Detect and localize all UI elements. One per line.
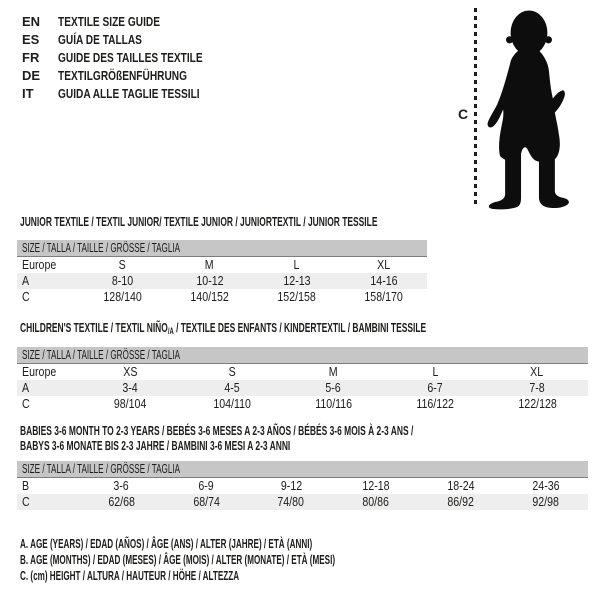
- table-row-age: [17, 380, 588, 396]
- table-row-height: [17, 396, 588, 412]
- size-cell: 12-13: [282, 274, 311, 288]
- footnotes: [20, 536, 505, 584]
- title-prefix: CHILDREN'S TEXTILE / TEXTIL NIÑO: [20, 320, 168, 335]
- size-cell: 62/68: [108, 495, 135, 509]
- size-cell: 104/110: [212, 397, 251, 411]
- table-row-europe: [17, 257, 427, 274]
- size-cell: 14-16: [369, 274, 398, 288]
- row-label: C: [22, 495, 30, 509]
- size-cell: 158/170: [364, 290, 403, 304]
- row-label: C: [22, 290, 30, 304]
- size-cell: 74/80: [277, 495, 305, 509]
- size-header-row: [17, 461, 588, 478]
- language-guide-list: [22, 13, 243, 103]
- size-cell: 18-24: [447, 479, 475, 493]
- language-code: FR: [22, 50, 40, 65]
- size-cell: 122/128: [517, 397, 557, 411]
- language-row-en: [22, 13, 243, 31]
- language-code: ES: [22, 32, 40, 47]
- language-row-it: [22, 85, 243, 103]
- footnote-c-text: C. (cm) HEIGHT / ALTURA / HAUTEUR / HÖHE / ALTEZZA: [20, 569, 240, 583]
- size-header-row: [17, 347, 588, 364]
- footnote-a-text: A. AGE (YEARS) / EDAD (AÑOS) / ÂGE (ANS) / ALTER (JAHRE) / ETÀ (ANNI): [20, 537, 313, 551]
- language-label: GUÍA DE TALLAS: [58, 32, 142, 47]
- babies-table-title-line1: BABIES 3-6 MONTH TO 2-3 YEARS / BEBÉS 3-6 MESES A 2-3 AÑOS / BÉBÉS 3-6 MOIS À 2-3 ANS /: [20, 423, 414, 438]
- size-cell: 4-5: [224, 381, 240, 395]
- babies-size-table: [17, 461, 588, 510]
- language-code: DE: [22, 68, 41, 83]
- language-row-fr: [22, 49, 243, 67]
- language-label: TEXTILE SIZE GUIDE: [58, 14, 160, 29]
- children-table-title-text: [20, 320, 426, 339]
- row-label: Europe: [22, 258, 57, 272]
- language-label: TEXTILGRÖßENFÜHRUNG: [58, 68, 188, 83]
- row-label: A: [22, 274, 30, 288]
- language-row-es: [22, 31, 243, 49]
- height-dashed-line: [474, 8, 477, 205]
- size-header-label: SIZE / TALLA / TAILLE / GRÖSSE / TAGLIA: [22, 462, 181, 476]
- size-cell: 24-36: [531, 479, 560, 493]
- junior-table-title-text: JUNIOR TEXTILE / TEXTIL JUNIOR/ TEXTILE JUNIOR / JUNIORTEXTIL / JUNIOR TESSILE: [20, 214, 378, 229]
- size-header-label: SIZE / TALLA / TAILLE / GRÖSSE / TAGLIA: [22, 348, 181, 362]
- size-header-row: [17, 240, 427, 257]
- footnote-c: [20, 568, 505, 584]
- size-cell: 140/152: [190, 290, 229, 304]
- language-code: EN: [22, 14, 41, 29]
- size-cell: XL: [376, 258, 390, 272]
- footnote-a: [20, 536, 505, 552]
- row-label: A: [22, 381, 30, 395]
- size-cell: 98/104: [113, 397, 147, 411]
- size-cell: 5-6: [325, 381, 342, 395]
- footnote-b-text: B. AGE (MONTHS) / EDAD (MESES) / ÂGE (MOIS) / ALTER (MONATE) / ETÀ (MESI): [20, 553, 336, 567]
- size-cell: 116/122: [416, 397, 455, 411]
- table-row-europe: [17, 364, 588, 381]
- children-table-title: [20, 320, 600, 339]
- table-row-age: [17, 273, 427, 289]
- size-cell: 9-12: [280, 479, 302, 493]
- size-cell: 152/158: [277, 290, 316, 304]
- size-cell: S: [228, 365, 236, 379]
- junior-table-title: [20, 214, 570, 229]
- size-cell: 86/92: [447, 495, 475, 509]
- children-size-table: [17, 347, 588, 412]
- size-cell: S: [118, 258, 127, 272]
- language-label: GUIDA ALLE TAGLIE TESSILI: [58, 86, 200, 101]
- row-label: C: [22, 397, 30, 411]
- size-cell: M: [205, 258, 214, 272]
- height-measure-label: C: [458, 106, 469, 122]
- language-code: IT: [22, 86, 34, 101]
- size-header-label: SIZE / TALLA / TAILLE / GRÖSSE / TAGLIA: [22, 241, 181, 255]
- size-cell: 8-10: [111, 274, 134, 288]
- size-cell: 3-4: [122, 381, 138, 395]
- table-row-age-months: [17, 478, 588, 495]
- babies-table-title-line2: BABYS 3-6 MONATE BIS 2-3 JAHRE / BAMBINI 3-6 MESI A 2-3 ANNI: [20, 438, 291, 453]
- footnote-b: [20, 552, 505, 568]
- size-cell: 6-7: [427, 381, 443, 395]
- size-cell: 7-8: [529, 381, 545, 395]
- size-cell: 68/74: [192, 495, 220, 509]
- size-cell: XS: [122, 365, 137, 379]
- babies-table-title: [20, 423, 600, 453]
- row-label: Europe: [22, 365, 57, 379]
- size-cell: 3-6: [113, 479, 130, 493]
- size-cell: XL: [530, 365, 544, 379]
- size-cell: 80/86: [362, 495, 390, 509]
- title-subscript: /A: [167, 326, 174, 336]
- table-row-height: [17, 494, 588, 510]
- size-cell: L: [432, 365, 439, 379]
- size-cell: M: [329, 365, 338, 379]
- size-cell: 110/116: [315, 397, 352, 411]
- language-row-de: [22, 67, 243, 85]
- size-cell: 10-12: [195, 274, 224, 288]
- size-cell: 92/98: [532, 495, 559, 509]
- size-cell: 128/140: [103, 290, 142, 304]
- title-suffix: / TEXTILE DES ENFANTS / KINDERTEXTIL / BAMBINI TESSILE: [173, 320, 427, 335]
- size-cell: 6-9: [198, 479, 214, 493]
- size-cell: 12-18: [362, 479, 390, 493]
- language-label: GUIDE DES TAILLES TEXTILE: [58, 50, 203, 65]
- size-cell: L: [293, 258, 300, 272]
- junior-size-table: [17, 240, 427, 305]
- table-row-height: [17, 289, 427, 305]
- row-label: B: [22, 479, 30, 493]
- toddler-silhouette-icon: [481, 5, 575, 210]
